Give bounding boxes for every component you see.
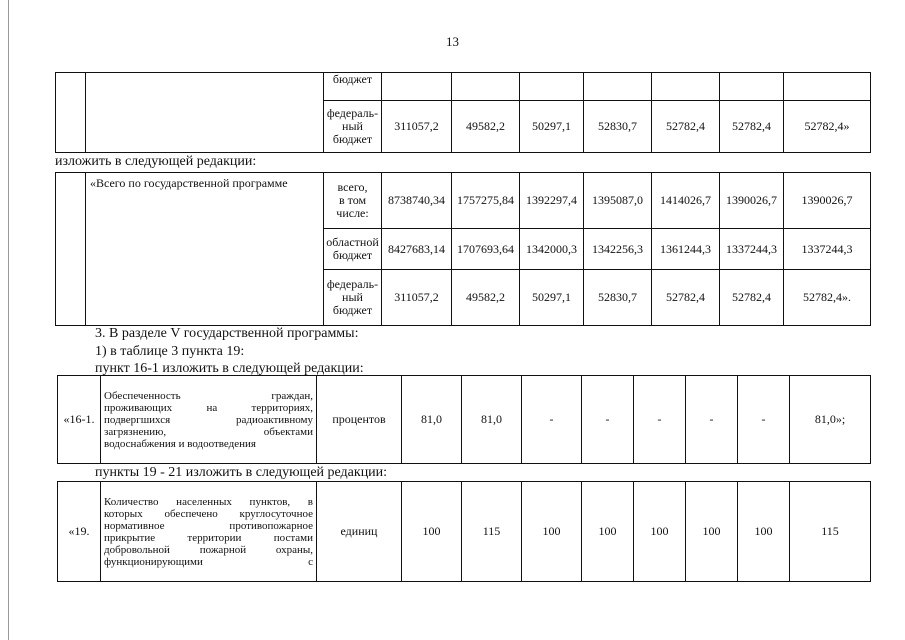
value-cell: 52830,7 — [584, 101, 652, 153]
value-cell: - — [686, 376, 738, 464]
description-line: прикрытие территории постами — [104, 531, 313, 544]
value-cell: 52782,4 — [720, 101, 784, 153]
value-cell: 8427683,14 — [382, 229, 452, 270]
value-cell: - — [522, 376, 582, 464]
value-cell: 52782,4» — [784, 101, 871, 153]
unit-cell: процентов — [317, 376, 402, 464]
section-subheading: 1) в таблице 3 пункта 19: — [95, 344, 245, 359]
description-line: нормативное противопожарное — [104, 519, 313, 532]
item-number: «16-1. — [58, 376, 101, 464]
indicator-table-19 — [57, 481, 871, 582]
value-cell: 100 — [582, 482, 634, 582]
value-cell: 50297,1 — [520, 101, 584, 153]
description-line: Количество населенных пунктов, в — [104, 495, 313, 508]
description-line: которых обеспечено круглосуточное — [104, 507, 313, 520]
value-cell: 115 — [462, 482, 522, 582]
value-cell: 1342000,3 — [520, 229, 584, 270]
value-cell: 100 — [402, 482, 462, 582]
value-cell: 81,0 — [402, 376, 462, 464]
section-heading: 3. В разделе V государственной программы: — [95, 326, 359, 341]
page-edge-line — [8, 0, 9, 640]
description-line: добровольной пожарной охраны, — [104, 543, 313, 556]
value-cell: - — [634, 376, 686, 464]
description-line: загрязнению, объектами — [104, 425, 313, 438]
heading-edit-instruction: изложить в следующей редакции: — [55, 154, 257, 169]
value-cell: 1342256,3 — [584, 229, 652, 270]
indicator-description — [101, 482, 317, 582]
value-cell: 100 — [522, 482, 582, 582]
description-line: проживающих на территориях, — [104, 401, 313, 414]
source-cell: всего, в том числе: — [324, 173, 382, 229]
value-cell: 49582,2 — [452, 101, 520, 153]
program-label: «Всего по государственной программе — [86, 173, 324, 326]
value-cell: - — [582, 376, 634, 464]
value-cell: 100 — [686, 482, 738, 582]
value-cell: 100 — [634, 482, 686, 582]
value-cell: 311057,2 — [382, 101, 452, 153]
value-cell: 52782,4 — [652, 270, 720, 326]
heading-edit-instruction: пункты 19 - 21 изложить в следующей редакции: — [95, 465, 388, 480]
value-cell: 81,0»; — [790, 376, 871, 464]
heading-edit-instruction: пункт 16-1 изложить в следующей редакции: — [95, 361, 364, 376]
value-cell: 1395087,0 — [584, 173, 652, 229]
description-line: водоснабжения и водоотведения — [104, 437, 256, 450]
table-cell — [86, 73, 324, 153]
value-cell: 52782,4». — [784, 270, 871, 326]
value-cell: 1392297,4 — [520, 173, 584, 229]
source-cell: бюджет — [324, 73, 382, 101]
page-number: 13 — [446, 34, 459, 49]
source-cell: федераль- ный бюджет — [324, 270, 382, 326]
description-line: подвергшихся радиоактивному — [104, 413, 313, 426]
value-cell: 52782,4 — [652, 101, 720, 153]
unit-cell: единиц — [317, 482, 402, 582]
value-cell: 1707693,64 — [452, 229, 520, 270]
value-cell: 50297,1 — [520, 270, 584, 326]
value-cell: 115 — [790, 482, 871, 582]
value-cell: - — [738, 376, 790, 464]
source-cell: областной бюджет — [324, 229, 382, 270]
indicator-table-16-1 — [57, 375, 871, 464]
description-line: функционирующими с — [104, 555, 313, 568]
value-cell: 52782,4 — [720, 270, 784, 326]
total-program-table — [55, 172, 871, 326]
indicator-description — [101, 376, 317, 464]
value-cell: 1337244,3 — [720, 229, 784, 270]
value-cell: 49582,2 — [452, 270, 520, 326]
budget-table-fragment — [55, 72, 871, 153]
source-cell: федераль- ный бюджет — [324, 101, 382, 153]
item-number: «19. — [58, 482, 101, 582]
table-cell — [56, 173, 86, 326]
value-cell: 81,0 — [462, 376, 522, 464]
value-cell: 52830,7 — [584, 270, 652, 326]
value-cell: 1757275,84 — [452, 173, 520, 229]
value-cell: 1414026,7 — [652, 173, 720, 229]
value-cell: 1337244,3 — [784, 229, 871, 270]
value-cell: 8738740,34 — [382, 173, 452, 229]
table-cell — [56, 73, 86, 153]
value-cell: 1361244,3 — [652, 229, 720, 270]
value-cell: 100 — [738, 482, 790, 582]
value-cell: 1390026,7 — [784, 173, 871, 229]
description-line: Обеспеченность граждан, — [104, 389, 313, 402]
value-cell: 311057,2 — [382, 270, 452, 326]
value-cell: 1390026,7 — [720, 173, 784, 229]
